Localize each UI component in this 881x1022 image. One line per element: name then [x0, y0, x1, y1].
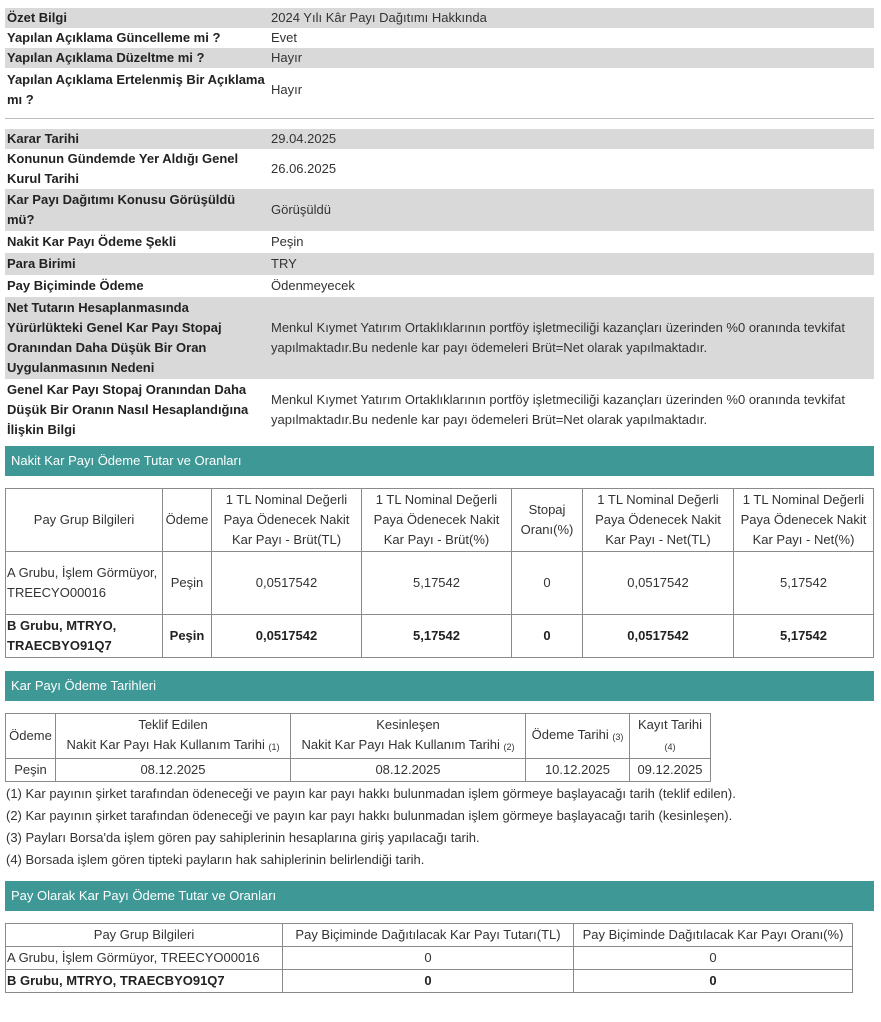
- table-row: [6, 947, 853, 970]
- table-cell: 08.12.2025: [56, 759, 291, 782]
- header-line: Teklif Edilen: [138, 717, 208, 732]
- summary-value: 2024 Yılı Kâr Payı Dağıtımı Hakkında: [267, 8, 874, 28]
- details-label: Genel Kar Payı Stopaj Oranından Daha Düşük Bir Oranın Nasıl Hesaplandığına İlişkin Bilgi: [5, 379, 267, 441]
- details-row: [5, 379, 874, 441]
- footnote: (1) Kar payının şirket tarafından ödeneceği ve payın kar payı hakkı bulunmadan işlem görmeye başlayacağı tarih (teklif edilen).: [6, 786, 736, 801]
- table-cell: 0: [574, 970, 853, 993]
- summary-row: [5, 8, 874, 28]
- details-label: Net Tutarın Hesaplanmasında Yürürlükteki Genel Kar Payı Stopaj Oranından Daha Düşük Bir Oran Uygulanmasının Nedeni: [5, 297, 267, 379]
- column-header: [526, 714, 630, 759]
- table-cell: Peşin: [163, 615, 212, 658]
- footnote-ref: (4): [664, 742, 676, 752]
- header-text: Nakit Kar Payı Hak Kullanım Tarihi: [66, 737, 265, 752]
- column-header: 1 TL Nominal Değerli Paya Ödenecek Nakit Kar Payı - Net(TL): [583, 489, 734, 552]
- header-text: Nakit Kar Payı Hak Kullanım Tarihi: [301, 737, 500, 752]
- column-header: Stopaj Oranı(%): [512, 489, 583, 552]
- column-header: [56, 714, 291, 759]
- table-header-row: [6, 489, 874, 552]
- table-cell: 09.12.2025: [630, 759, 711, 782]
- summary-row: [5, 68, 874, 112]
- details-value: TRY: [267, 253, 874, 275]
- table-row: [6, 970, 853, 993]
- table-cell: B Grubu, MTRYO, TRAECBYO91Q7: [6, 970, 283, 993]
- table-cell: Peşin: [163, 552, 212, 615]
- details-row: [5, 297, 874, 379]
- summary-label: Özet Bilgi: [5, 8, 267, 28]
- summary-value: Hayır: [267, 48, 874, 68]
- details-label: Kar Payı Dağıtımı Konusu Görüşüldü mü?: [5, 189, 267, 231]
- table-cell: 08.12.2025: [291, 759, 526, 782]
- table-cell: A Grubu, İşlem Görmüyor, TREECYO00016: [6, 947, 283, 970]
- table-cell: 10.12.2025: [526, 759, 630, 782]
- table-cell: 0: [512, 552, 583, 615]
- header-line: Kesinleşen: [376, 717, 440, 732]
- table-cell: 0,0517542: [583, 615, 734, 658]
- header-line: [57, 735, 289, 757]
- footnote-ref: (3): [612, 732, 624, 742]
- share-section-header: Pay Olarak Kar Payı Ödeme Tutar ve Oranları: [5, 881, 874, 911]
- footnotes: [5, 783, 874, 871]
- payment-dates-table: [5, 713, 711, 782]
- details-label: Nakit Kar Payı Ödeme Şekli: [5, 231, 267, 253]
- table-row: [6, 552, 874, 615]
- table-cell: A Grubu, İşlem Görmüyor, TREECYO00016: [6, 552, 163, 615]
- header-text: Kayıt Tarihi: [637, 717, 703, 732]
- header-line: [292, 735, 524, 757]
- details-value: Menkul Kıymet Yatırım Ortaklıklarının portföy işletmeciliği kazançları üzerinden %0 oranında tevkifat yapılmaktadır.Bu nedenle kar payı ödemeleri Brüt=Net olarak yapılmaktadır.: [267, 297, 874, 379]
- column-header: 1 TL Nominal Değerli Paya Ödenecek Nakit Kar Payı - Brüt(TL): [212, 489, 362, 552]
- summary-label: Yapılan Açıklama Güncelleme mi ?: [5, 28, 267, 48]
- footnote-ref: (1): [268, 742, 280, 752]
- column-header: Ödeme: [163, 489, 212, 552]
- footnote: (4) Borsada işlem gören tipteki payların hak sahiplerinin belirlendiği tarih.: [6, 852, 425, 867]
- summary-label: Yapılan Açıklama Düzeltme mi ?: [5, 48, 267, 68]
- details-table: [5, 129, 874, 441]
- column-header: 1 TL Nominal Değerli Paya Ödenecek Nakit Kar Payı - Net(%): [734, 489, 874, 552]
- table-cell: 0: [283, 947, 574, 970]
- cash-section-header: Nakit Kar Payı Ödeme Tutar ve Oranları: [5, 446, 874, 476]
- table-row: [6, 615, 874, 658]
- details-row: [5, 275, 874, 297]
- details-value: 26.06.2025: [267, 149, 874, 189]
- details-row: [5, 253, 874, 275]
- footnote: (3) Payları Borsa'da işlem gören pay sahiplerinin hesaplarına giriş yapılacağı tarih.: [6, 830, 480, 845]
- column-header: Pay Grup Bilgileri: [6, 924, 283, 947]
- details-row: [5, 149, 874, 189]
- details-label: Konunun Gündemde Yer Aldığı Genel Kurul Tarihi: [5, 149, 267, 189]
- details-row: [5, 129, 874, 149]
- table-cell: 0,0517542: [212, 552, 362, 615]
- summary-row: [5, 48, 874, 68]
- details-label: Karar Tarihi: [5, 129, 267, 149]
- divider: [5, 118, 874, 119]
- column-header: Pay Biçiminde Dağıtılacak Kar Payı Oranı(%): [574, 924, 853, 947]
- footnote: (2) Kar payının şirket tarafından ödeneceği ve payın kar payı hakkı bulunmadan işlem görmeye başlayacağı tarih (kesinleşen).: [6, 808, 733, 823]
- table-header-row: [6, 714, 711, 759]
- summary-label: Yapılan Açıklama Ertelenmiş Bir Açıklama mı ?: [5, 68, 267, 112]
- table-cell: 5,17542: [362, 552, 512, 615]
- details-value: Menkul Kıymet Yatırım Ortaklıklarının portföy işletmeciliği kazançları üzerinden %0 oranında tevkifat yapılmaktadır.Bu nedenle kar payı ödemeleri Brüt=Net olarak yapılmaktadır.: [267, 379, 874, 441]
- footnote-ref: (2): [503, 742, 515, 752]
- column-header: 1 TL Nominal Değerli Paya Ödenecek Nakit Kar Payı - Brüt(%): [362, 489, 512, 552]
- details-value: 29.04.2025: [267, 129, 874, 149]
- table-cell: 0,0517542: [583, 552, 734, 615]
- table-cell: 0: [283, 970, 574, 993]
- table-cell: Peşin: [6, 759, 56, 782]
- column-header: [291, 714, 526, 759]
- details-label: Para Birimi: [5, 253, 267, 275]
- details-value: Ödenmeyecek: [267, 275, 874, 297]
- table-cell: 5,17542: [362, 615, 512, 658]
- summary-table: [5, 8, 874, 112]
- table-cell: 5,17542: [734, 552, 874, 615]
- details-value: Peşin: [267, 231, 874, 253]
- summary-value: Hayır: [267, 68, 874, 112]
- dates-section-header: Kar Payı Ödeme Tarihleri: [5, 671, 874, 701]
- column-header: Pay Grup Bilgileri: [6, 489, 163, 552]
- cash-dividend-table: [5, 488, 874, 658]
- header-text: Ödeme Tarihi: [531, 727, 609, 742]
- column-header: Ödeme: [6, 714, 56, 759]
- table-cell: B Grubu, MTRYO, TRAECBYO91Q7: [6, 615, 163, 658]
- details-label: Pay Biçiminde Ödeme: [5, 275, 267, 297]
- table-header-row: [6, 924, 853, 947]
- table-cell: 0: [574, 947, 853, 970]
- share-dividend-table: [5, 923, 853, 993]
- table-cell: 0: [512, 615, 583, 658]
- column-header: Pay Biçiminde Dağıtılacak Kar Payı Tutarı(TL): [283, 924, 574, 947]
- column-header: [630, 714, 711, 759]
- summary-value: Evet: [267, 28, 874, 48]
- table-cell: 5,17542: [734, 615, 874, 658]
- details-value: Görüşüldü: [267, 189, 874, 231]
- table-row: [6, 759, 711, 782]
- details-row: [5, 231, 874, 253]
- summary-row: [5, 28, 874, 48]
- details-row: [5, 189, 874, 231]
- table-cell: 0,0517542: [212, 615, 362, 658]
